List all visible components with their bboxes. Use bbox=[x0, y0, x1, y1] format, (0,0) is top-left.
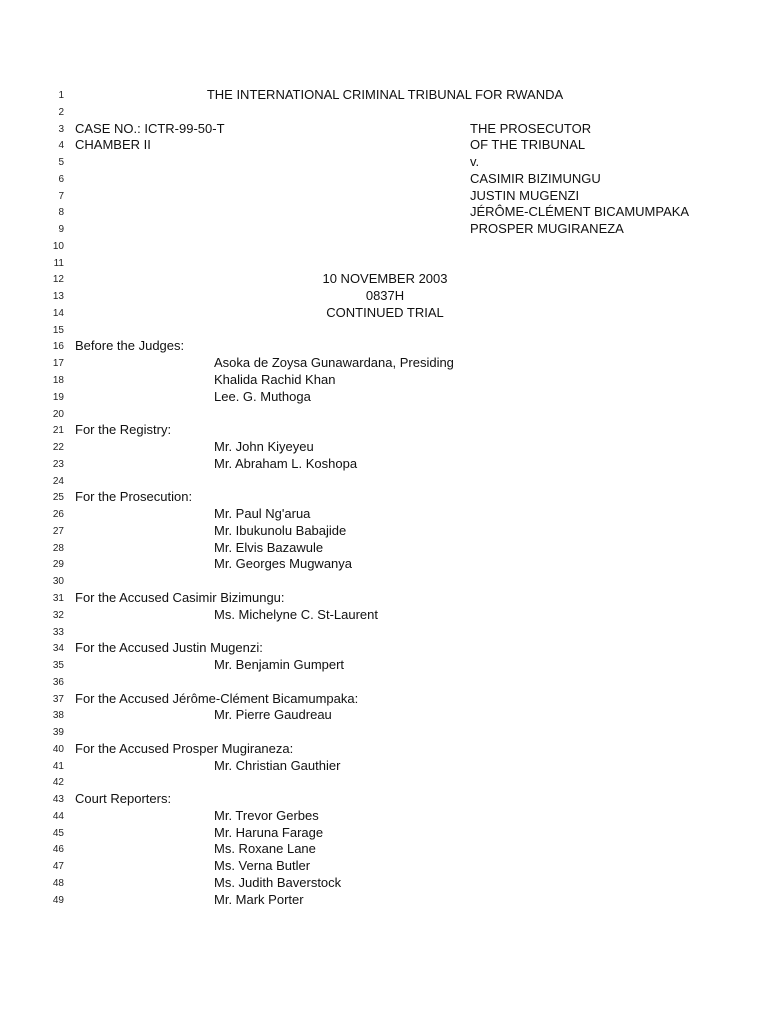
line-number: 32 bbox=[52, 609, 64, 621]
transcript-line bbox=[0, 372, 770, 389]
line-text: For the Accused Casimir Bizimungu: bbox=[75, 589, 285, 605]
line-text: Asoka de Zoysa Gunawardana, Presiding bbox=[214, 355, 454, 371]
line-number: 26 bbox=[52, 509, 64, 521]
transcript-line bbox=[0, 137, 770, 154]
line-text: CHAMBER II bbox=[75, 137, 151, 153]
transcript-line bbox=[0, 791, 770, 808]
line-text: Ms. Judith Baverstock bbox=[214, 874, 342, 890]
transcript-line bbox=[0, 338, 770, 355]
transcript-line bbox=[0, 674, 770, 691]
line-number: 9 bbox=[58, 224, 64, 236]
transcript-line bbox=[0, 188, 770, 205]
line-text: Mr. Pierre Gaudreau bbox=[214, 707, 332, 723]
transcript-line bbox=[0, 121, 770, 138]
line-number: 3 bbox=[58, 123, 64, 135]
transcript-line bbox=[0, 858, 770, 875]
transcript-line bbox=[0, 691, 770, 708]
line-text: THE PROSECUTOR bbox=[470, 120, 592, 136]
transcript-line bbox=[0, 305, 770, 322]
line-text: Court Reporters: bbox=[75, 791, 172, 807]
transcript-line bbox=[0, 624, 770, 641]
line-number: 43 bbox=[52, 794, 64, 806]
line-text: Mr. Elvis Bazawule bbox=[214, 539, 324, 555]
transcript-line bbox=[0, 271, 770, 288]
line-text: For the Accused Justin Mugenzi: bbox=[75, 640, 263, 656]
line-text: For the Prosecution: bbox=[75, 489, 193, 505]
line-text: CASIMIR BIZIMUNGU bbox=[470, 170, 601, 186]
transcript-line bbox=[0, 238, 770, 255]
line-number: 2 bbox=[58, 106, 64, 118]
line-number: 30 bbox=[52, 576, 64, 588]
line-text: v. bbox=[470, 154, 480, 170]
line-text: Mr. Paul Ng'arua bbox=[214, 506, 311, 522]
transcript-line bbox=[0, 707, 770, 724]
transcript-line bbox=[0, 540, 770, 557]
line-number: 28 bbox=[52, 542, 64, 554]
transcript-line bbox=[0, 473, 770, 490]
line-text: Mr. Georges Mugwanya bbox=[214, 556, 353, 572]
line-number: 20 bbox=[52, 408, 64, 420]
line-text: Khalida Rachid Khan bbox=[214, 372, 336, 388]
transcript-line bbox=[0, 657, 770, 674]
transcript-line bbox=[0, 489, 770, 506]
line-text: Ms. Verna Butler bbox=[214, 858, 311, 874]
line-number: 44 bbox=[52, 810, 64, 822]
line-text: JÉRÔME-CLÉMENT BICAMUMPAKA bbox=[470, 204, 690, 220]
line-text: Mr. Benjamin Gumpert bbox=[214, 657, 345, 673]
line-number: 34 bbox=[52, 643, 64, 655]
line-text: Mr. Ibukunolu Babajide bbox=[214, 522, 347, 538]
line-number: 38 bbox=[52, 710, 64, 722]
line-number: 35 bbox=[52, 660, 64, 672]
transcript-line bbox=[0, 355, 770, 372]
transcript-line bbox=[0, 607, 770, 624]
line-number: 24 bbox=[52, 475, 64, 487]
transcript-line bbox=[0, 573, 770, 590]
line-text: For the Registry: bbox=[75, 422, 172, 438]
transcript-line bbox=[0, 204, 770, 221]
line-number: 42 bbox=[52, 777, 64, 789]
transcript-line bbox=[0, 825, 770, 842]
line-text: CONTINUED TRIAL bbox=[326, 304, 444, 320]
line-text: JUSTIN MUGENZI bbox=[470, 187, 580, 203]
line-text: 0837H bbox=[365, 288, 405, 304]
transcript-line bbox=[0, 406, 770, 423]
transcript-line bbox=[0, 741, 770, 758]
line-text: THE INTERNATIONAL CRIMINAL TRIBUNAL FOR RWANDA bbox=[206, 87, 564, 102]
line-text: For the Accused Prosper Mugiraneza: bbox=[75, 740, 294, 756]
line-number: 23 bbox=[52, 458, 64, 470]
line-number: 37 bbox=[52, 693, 64, 705]
transcript-line bbox=[0, 87, 770, 104]
line-number: 15 bbox=[52, 324, 64, 336]
line-number: 41 bbox=[52, 760, 64, 772]
transcript-line bbox=[0, 590, 770, 607]
line-number: 45 bbox=[52, 827, 64, 839]
line-number: 11 bbox=[53, 257, 64, 269]
line-text: PROSPER MUGIRANEZA bbox=[470, 221, 624, 237]
line-number: 19 bbox=[52, 391, 64, 403]
line-number: 36 bbox=[52, 676, 64, 688]
line-number: 1 bbox=[58, 90, 64, 101]
line-number: 6 bbox=[58, 173, 64, 185]
line-number: 14 bbox=[52, 307, 64, 319]
line-number: 5 bbox=[58, 157, 64, 169]
line-number: 22 bbox=[52, 442, 64, 454]
line-number: 12 bbox=[52, 274, 64, 286]
line-text: 10 NOVEMBER 2003 bbox=[322, 271, 448, 287]
line-text: Mr. Trevor Gerbes bbox=[214, 807, 319, 823]
line-number: 18 bbox=[52, 375, 64, 387]
line-text: OF THE TRIBUNAL bbox=[470, 137, 586, 153]
line-number: 27 bbox=[52, 525, 64, 537]
transcript-line bbox=[0, 892, 770, 909]
line-number: 29 bbox=[52, 559, 64, 571]
line-number: 33 bbox=[52, 626, 64, 638]
line-number: 16 bbox=[52, 341, 64, 353]
line-text: Lee. G. Muthoga bbox=[214, 388, 311, 404]
line-number: 49 bbox=[52, 894, 64, 906]
transcript-line bbox=[0, 422, 770, 439]
transcript-line bbox=[0, 322, 770, 339]
line-text: Mr. Christian Gauthier bbox=[214, 757, 341, 773]
transcript-line bbox=[0, 640, 770, 657]
transcript-line bbox=[0, 774, 770, 791]
line-text: CASE NO.: ICTR-99-50-T bbox=[75, 120, 225, 136]
line-number: 40 bbox=[52, 743, 64, 755]
line-text: Mr. John Kiyeyeu bbox=[214, 439, 314, 455]
transcript-line bbox=[0, 523, 770, 540]
line-text: Ms. Roxane Lane bbox=[214, 841, 316, 857]
line-number: 31 bbox=[52, 592, 64, 604]
line-text: Ms. Michelyne C. St-Laurent bbox=[214, 606, 379, 622]
line-number: 17 bbox=[52, 358, 64, 370]
line-number: 10 bbox=[52, 240, 64, 252]
transcript-line bbox=[0, 875, 770, 892]
transcript-line bbox=[0, 506, 770, 523]
transcript-line bbox=[0, 255, 770, 272]
line-number: 47 bbox=[52, 861, 64, 873]
line-number: 39 bbox=[52, 727, 64, 739]
transcript-page bbox=[0, 87, 770, 909]
line-number: 7 bbox=[58, 190, 64, 202]
transcript-line bbox=[0, 808, 770, 825]
line-number: 48 bbox=[52, 877, 64, 889]
transcript-line bbox=[0, 154, 770, 171]
line-number: 13 bbox=[52, 291, 64, 303]
transcript-line bbox=[0, 221, 770, 238]
transcript-line bbox=[0, 439, 770, 456]
line-number: 4 bbox=[58, 140, 64, 152]
line-text: For the Accused Jérôme-Clément Bicamumpaka: bbox=[75, 690, 359, 706]
line-number: 25 bbox=[52, 492, 64, 504]
transcript-line bbox=[0, 556, 770, 573]
line-text: Mr. Abraham L. Koshopa bbox=[214, 455, 358, 471]
transcript-line bbox=[0, 104, 770, 121]
line-number: 8 bbox=[58, 207, 64, 219]
line-text: Mr. Mark Porter bbox=[214, 891, 304, 907]
transcript-line bbox=[0, 288, 770, 305]
transcript-line bbox=[0, 758, 770, 775]
transcript-line bbox=[0, 171, 770, 188]
line-text: Mr. Haruna Farage bbox=[214, 824, 324, 840]
line-text: Before the Judges: bbox=[75, 338, 185, 354]
transcript-line bbox=[0, 389, 770, 406]
transcript-line bbox=[0, 724, 770, 741]
line-number: 46 bbox=[52, 844, 64, 856]
line-number: 21 bbox=[52, 425, 64, 437]
transcript-line bbox=[0, 456, 770, 473]
transcript-line bbox=[0, 841, 770, 858]
